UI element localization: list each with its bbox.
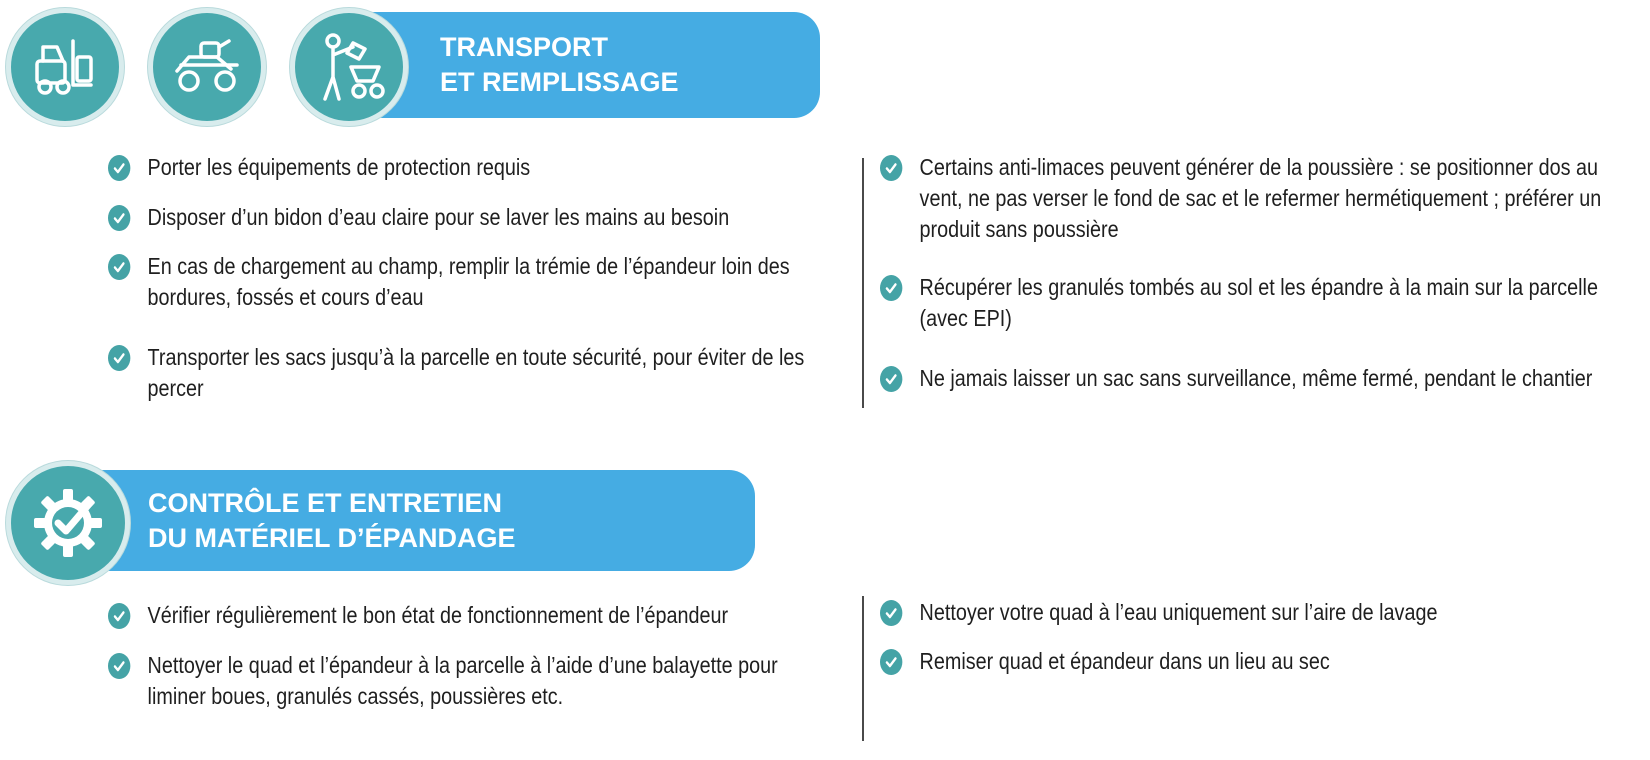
item-text: Ne jamais laisser un sac sans surveillance, même fermé, pendant le chantier [919,365,1593,391]
section1-left-item-4 [108,342,805,404]
check-icon [880,600,902,626]
item-text: Vérifier régulièrement le bon état de fonctionnement de l’épandeur [147,602,729,628]
section1-title-line1: TRANSPORT [440,32,608,62]
section2-left-item-1 [108,600,805,631]
item-text: En cas de chargement au champ, remplir la trémie de l’épandeur loin des bordures, fossés et cours d’eau [147,253,790,310]
section2-right-item-1 [880,597,1637,628]
section1-left-item-3 [108,251,805,313]
check-icon [880,366,902,392]
filling-hopper-icon [290,8,408,126]
quad-spreader-icon [148,8,266,126]
section2-right-item-2 [880,646,1637,677]
section1-right-item-2 [880,272,1637,334]
gear-check-icon [6,461,130,585]
check-icon [108,205,130,231]
section1-right-item-3 [880,363,1637,394]
item-text: Porter les équipements de protection requis [147,154,531,180]
section2-title-line1: CONTRÔLE ET ENTRETIEN [148,487,503,518]
item-text: Certains anti-limaces peuvent générer de la poussière : se positionner dos au vent, ne pas verser le fond de sac et le refermer hermétiquement ; préférer un produit sans poussière [919,154,1602,242]
item-text: Nettoyer votre quad à l’eau uniquement sur l’aire de lavage [919,599,1438,625]
section1-right-item-1 [880,152,1637,245]
item-text: Nettoyer le quad et l’épandeur à la parcelle à l’aide d’une balayette pour liminer boues, granulés cassés, poussières etc. [147,652,778,709]
item-text: Récupérer les granulés tombés au sol et les épandre à la main sur la parcelle (avec EPI) [919,274,1598,331]
forklift-icon [6,8,124,126]
check-icon [108,155,130,181]
check-icon [108,603,130,629]
item-text: Remiser quad et épandeur dans un lieu au sec [919,648,1330,674]
section2-title-line2: DU MATÉRIEL D’ÉPANDAGE [148,522,516,553]
section1-left-item-1 [108,152,805,183]
section2-divider [862,596,864,741]
section2-left-item-2 [108,650,805,712]
section2-banner [60,470,755,571]
check-icon [108,345,130,371]
item-text: Disposer d’un bidon d’eau claire pour se laver les mains au besoin [147,204,730,230]
check-icon [108,254,130,280]
check-icon [108,653,130,679]
section1-divider [862,158,864,408]
section1-left-item-2 [108,202,805,233]
check-icon [880,649,902,675]
item-text: Transporter les sacs jusqu’à la parcelle en toute sécurité, pour éviter de les percer [147,344,805,401]
check-icon [880,155,902,181]
check-icon [880,275,902,301]
section1-title-line2: ET REMPLISSAGE [440,67,679,97]
